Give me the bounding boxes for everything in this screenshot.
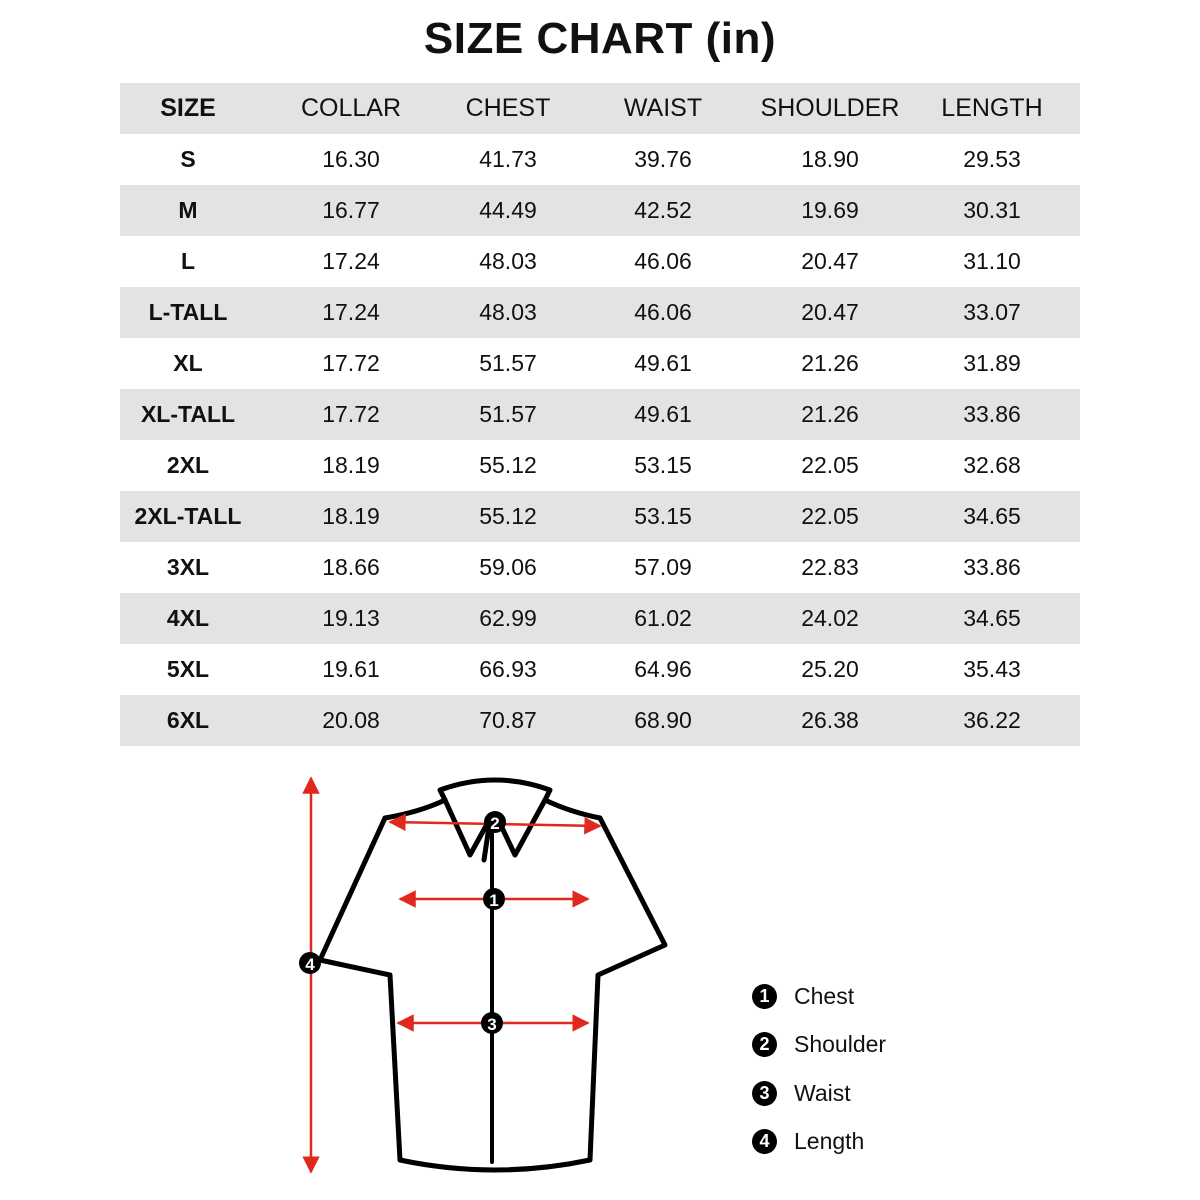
table-row xyxy=(120,695,1080,746)
legend-item xyxy=(752,1118,1052,1167)
table-cell: 17.72 xyxy=(322,401,380,427)
table-row xyxy=(120,440,1080,491)
table-cell: 32.68 xyxy=(963,452,1021,478)
marker-4 xyxy=(299,952,321,974)
marker-3 xyxy=(481,1012,503,1034)
table-row xyxy=(120,644,1080,695)
table-cell: 22.05 xyxy=(801,452,859,478)
table-cell: 34.65 xyxy=(963,605,1021,631)
table-cell: L-TALL xyxy=(148,299,228,325)
table-cell: 20.47 xyxy=(801,248,859,274)
page-title: SIZE CHART (in) xyxy=(423,14,777,63)
measurement-arrows xyxy=(311,778,600,1172)
header-waist: WAIST xyxy=(623,94,703,122)
table-cell: 51.57 xyxy=(479,350,537,376)
table-cell: 48.03 xyxy=(479,299,537,325)
table-cell: 64.96 xyxy=(634,656,692,682)
table-cell: 18.19 xyxy=(322,452,380,478)
table-cell: 55.12 xyxy=(479,452,537,478)
legend-item xyxy=(752,972,1052,1021)
table-cell: 29.53 xyxy=(963,146,1021,172)
marker-2 xyxy=(484,811,506,833)
svg-text:4: 4 xyxy=(305,955,315,974)
table-cell: 18.66 xyxy=(322,554,380,580)
table-cell: 59.06 xyxy=(479,554,537,580)
table-cell: 57.09 xyxy=(634,554,692,580)
table-cell: XL xyxy=(173,350,203,376)
table-cell: 41.73 xyxy=(479,146,537,172)
table-cell: 33.86 xyxy=(963,401,1021,427)
table-row xyxy=(120,593,1080,644)
table-cell: 6XL xyxy=(166,707,210,733)
table-cell: 35.43 xyxy=(963,656,1021,682)
table-row xyxy=(120,236,1080,287)
table-cell: 53.15 xyxy=(634,452,692,478)
table-cell: 46.06 xyxy=(634,299,692,325)
table-cell: 31.10 xyxy=(963,248,1021,274)
table-cell: 20.08 xyxy=(322,707,380,733)
table-cell: 46.06 xyxy=(634,248,692,274)
table-cell: 18.19 xyxy=(322,503,380,529)
table-cell: 44.49 xyxy=(479,197,537,223)
measurement-legend xyxy=(752,972,1052,1166)
table-cell: 53.15 xyxy=(634,503,692,529)
table-row xyxy=(120,389,1080,440)
table-cell: 21.26 xyxy=(801,401,859,427)
table-cell: 24.02 xyxy=(801,605,859,631)
table-cell: 25.20 xyxy=(801,656,859,682)
header-length: LENGTH xyxy=(941,94,1043,122)
legend-number-badge: 2 xyxy=(752,1032,777,1057)
table-cell: 42.52 xyxy=(634,197,692,223)
table-cell: 49.61 xyxy=(634,401,692,427)
table-cell: 49.61 xyxy=(634,350,692,376)
table-row xyxy=(120,185,1080,236)
svg-text:3: 3 xyxy=(487,1015,497,1034)
table-cell: 19.61 xyxy=(322,656,380,682)
legend-number-badge: 4 xyxy=(752,1129,777,1154)
table-cell: 20.47 xyxy=(801,299,859,325)
table-cell: 17.72 xyxy=(322,350,380,376)
table-cell: 3XL xyxy=(166,554,210,580)
svg-text:2: 2 xyxy=(490,814,500,833)
table-cell: 22.83 xyxy=(801,554,859,580)
table-cell: 31.89 xyxy=(963,350,1021,376)
table-cell: L xyxy=(180,248,196,274)
table-cell: 22.05 xyxy=(801,503,859,529)
table-cell: 2XL-TALL xyxy=(134,503,242,529)
table-cell: 70.87 xyxy=(479,707,537,733)
table-row xyxy=(120,134,1080,185)
shirt-outline-icon xyxy=(320,780,665,1170)
table-row xyxy=(120,287,1080,338)
table-cell: 61.02 xyxy=(634,605,692,631)
legend-number-badge: 3 xyxy=(752,1081,777,1106)
table-cell: 48.03 xyxy=(479,248,537,274)
table-cell: 5XL xyxy=(166,656,210,682)
legend-item xyxy=(752,1021,1052,1070)
table-header-row xyxy=(120,83,1080,134)
table-cell: 2XL xyxy=(166,452,210,478)
svg-text:1: 1 xyxy=(489,891,499,910)
table-cell: 16.30 xyxy=(322,146,380,172)
table-cell: 17.24 xyxy=(322,248,380,274)
marker-1 xyxy=(483,888,505,910)
table-cell: 18.90 xyxy=(801,146,859,172)
table-cell: 68.90 xyxy=(634,707,692,733)
legend-label: Chest xyxy=(794,982,855,1009)
table-cell: 39.76 xyxy=(634,146,692,172)
size-table xyxy=(120,83,1080,746)
legend-label: Length xyxy=(794,1128,865,1155)
table-body xyxy=(120,134,1080,746)
table-cell: 33.86 xyxy=(963,554,1021,580)
table-cell: 17.24 xyxy=(322,299,380,325)
table-row xyxy=(120,491,1080,542)
table-cell: 51.57 xyxy=(479,401,537,427)
header-collar: COLLAR xyxy=(300,94,402,122)
header-chest: CHEST xyxy=(465,94,551,122)
table-cell: 19.69 xyxy=(801,197,859,223)
table-cell: 16.77 xyxy=(322,197,380,223)
table-cell: 33.07 xyxy=(963,299,1021,325)
legend-label: Waist xyxy=(794,1079,851,1106)
table-cell: 21.26 xyxy=(801,350,859,376)
header-shoulder: SHOULDER xyxy=(760,94,900,122)
table-cell: 26.38 xyxy=(801,707,859,733)
table-row xyxy=(120,338,1080,389)
table-cell: 36.22 xyxy=(963,707,1021,733)
table-cell: 19.13 xyxy=(322,605,380,631)
table-cell: 34.65 xyxy=(963,503,1021,529)
legend-number-badge: 1 xyxy=(752,984,777,1009)
table-cell: 30.31 xyxy=(963,197,1021,223)
header-size: SIZE xyxy=(160,94,216,122)
table-row xyxy=(120,542,1080,593)
table-cell: S xyxy=(180,146,196,172)
legend-label: Shoulder xyxy=(794,1031,887,1058)
table-cell: 55.12 xyxy=(479,503,537,529)
table-cell: 66.93 xyxy=(479,656,537,682)
table-cell: 62.99 xyxy=(479,605,537,631)
legend-item xyxy=(752,1069,1052,1118)
table-cell: M xyxy=(178,197,198,223)
table-cell: XL-TALL xyxy=(140,401,236,427)
table-cell: 4XL xyxy=(166,605,210,631)
